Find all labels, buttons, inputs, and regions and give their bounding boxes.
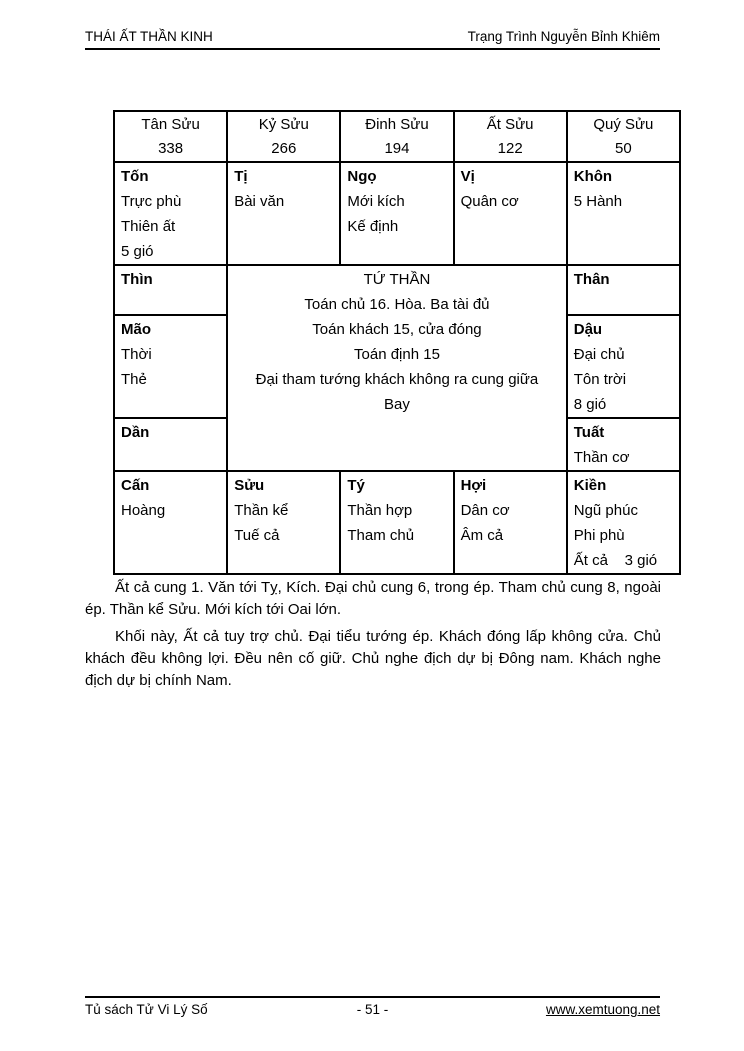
center-line: Toán định 15 — [354, 346, 440, 363]
cell-dinh-suu — [340, 111, 453, 162]
cell-line: Thẻ — [121, 371, 147, 388]
year-row — [114, 111, 680, 162]
page-footer — [85, 996, 660, 1017]
center-line: Toán khách 15, cửa đóng — [312, 321, 482, 338]
cell-line: Thời — [121, 346, 152, 363]
cell-line: Thần cơ — [573, 449, 630, 466]
center-title: TỨ THẦN — [363, 271, 431, 288]
cell-line: Bài văn — [234, 193, 285, 210]
cell-label: Cấn — [121, 477, 150, 494]
body-text — [85, 577, 661, 697]
footer-website-link[interactable]: www.xemtuong.net — [545, 1002, 661, 1017]
center-line: Toán chủ 16. Hòa. Ba tài đủ — [304, 296, 490, 313]
cell-label: Thân — [573, 271, 610, 288]
cell-can — [114, 471, 227, 574]
year-name: Tân Sửu — [141, 116, 200, 133]
year-name: Kỷ Sửu — [258, 116, 309, 133]
year-name: Ất Sửu — [486, 116, 534, 133]
cell-label: Mão — [121, 321, 151, 338]
cell-hoi — [454, 471, 567, 574]
year-value: 50 — [615, 140, 632, 157]
cell-line: Phi phù — [573, 527, 625, 544]
paragraph-2: Khối này, Ất cả tuy trợ chủ. Đại tiểu tướng ép. Khách đóng lấp không cửa. Chủ khách đều không lợi. Đều nên cố giữ. Chủ nghe địch dự bị Đông nam. Khách nghe địch dự bị chính Nam. — [85, 628, 661, 689]
year-value: 122 — [497, 140, 523, 157]
cell-label: Ngọ — [347, 168, 377, 185]
cell-line: Âm cả — [460, 527, 504, 544]
cell-line: Ngũ phúc — [573, 502, 638, 519]
cell-than — [567, 265, 680, 315]
cell-quy-suu — [567, 111, 680, 162]
cell-kien — [567, 471, 680, 574]
cell-mao — [114, 315, 227, 418]
cell-tuat — [567, 418, 680, 471]
center-line: Đại tham tướng khách không ra cung giữa — [255, 371, 539, 388]
cell-line: Tôn trời — [573, 371, 627, 388]
cell-line: Mới kích — [347, 193, 405, 210]
page-header — [85, 29, 660, 50]
divination-chart-table — [113, 110, 681, 575]
cell-dan — [114, 418, 227, 471]
cell-ton — [114, 162, 227, 265]
palace-row-bottom — [114, 471, 680, 574]
cell-label: Tuất — [573, 424, 605, 441]
cell-tu-than-center — [227, 265, 567, 471]
year-value: 266 — [271, 140, 297, 157]
cell-line: Trực phù — [121, 193, 182, 210]
cell-line: Dân cơ — [460, 502, 510, 519]
cell-line: Thần kể — [234, 502, 289, 519]
year-name: Quý Sửu — [593, 116, 654, 133]
paragraph-1: Ất cả cung 1. Văn tới Tỵ, Kích. Đại chủ cung 6, trong ép. Tham chủ cung 8, ngoài ép. Thần kể Sửu. Mới kích tới Oai lớn. — [85, 579, 661, 618]
cell-label: Thìn — [121, 271, 153, 288]
cell-label: Tý — [347, 477, 365, 494]
author-name: Trạng Trình Nguyễn Bỉnh Khiêm — [467, 29, 660, 44]
cell-label: Vị — [460, 168, 475, 185]
cell-label: Sửu — [234, 477, 265, 494]
cell-tan-suu — [114, 111, 227, 162]
cell-label: Dậu — [573, 321, 603, 338]
cell-line: Thần hợp — [347, 502, 413, 519]
cell-line: 8 gió — [573, 396, 607, 413]
cell-thin — [114, 265, 227, 315]
cell-label: Tị — [234, 168, 248, 185]
cell-label: Kiền — [573, 477, 607, 494]
year-value: 338 — [158, 140, 184, 157]
cell-label: Hợi — [460, 477, 487, 494]
center-line: Bay — [384, 396, 410, 413]
cell-ti — [227, 162, 340, 265]
cell-ty — [340, 471, 453, 574]
footer-series-title: Tủ sách Tử Vi Lý Số — [85, 1002, 208, 1017]
cell-line: Quân cơ — [460, 193, 519, 210]
cell-at-suu — [454, 111, 567, 162]
cell-dau — [567, 315, 680, 418]
palace-row-top — [114, 162, 680, 265]
cell-line: Hoàng — [121, 502, 166, 519]
cell-line: Tham chủ — [347, 527, 415, 544]
cell-line: 5 gió — [121, 243, 154, 260]
year-name: Đinh Sửu — [365, 116, 429, 133]
cell-khon — [567, 162, 680, 265]
year-value: 194 — [384, 140, 410, 157]
cell-label: Tốn — [121, 168, 149, 185]
cell-line: Thiên ất — [121, 218, 176, 235]
cell-suu — [227, 471, 340, 574]
palace-row-middle-1 — [114, 265, 680, 315]
cell-line: Tuế cả — [234, 527, 280, 544]
cell-line: Ất cả 3 gió — [573, 552, 658, 569]
cell-label: Khôn — [573, 168, 613, 185]
cell-ngo — [340, 162, 453, 265]
page-number: - 51 - — [356, 1002, 389, 1017]
cell-ky-suu — [227, 111, 340, 162]
cell-line: Đại chủ — [573, 346, 625, 363]
cell-vi — [454, 162, 567, 265]
book-title: THÁI ẤT THẦN KINH — [85, 29, 213, 44]
cell-label: Dần — [121, 424, 150, 441]
cell-line: Kế định — [347, 218, 399, 235]
cell-line: 5 Hành — [573, 193, 623, 210]
